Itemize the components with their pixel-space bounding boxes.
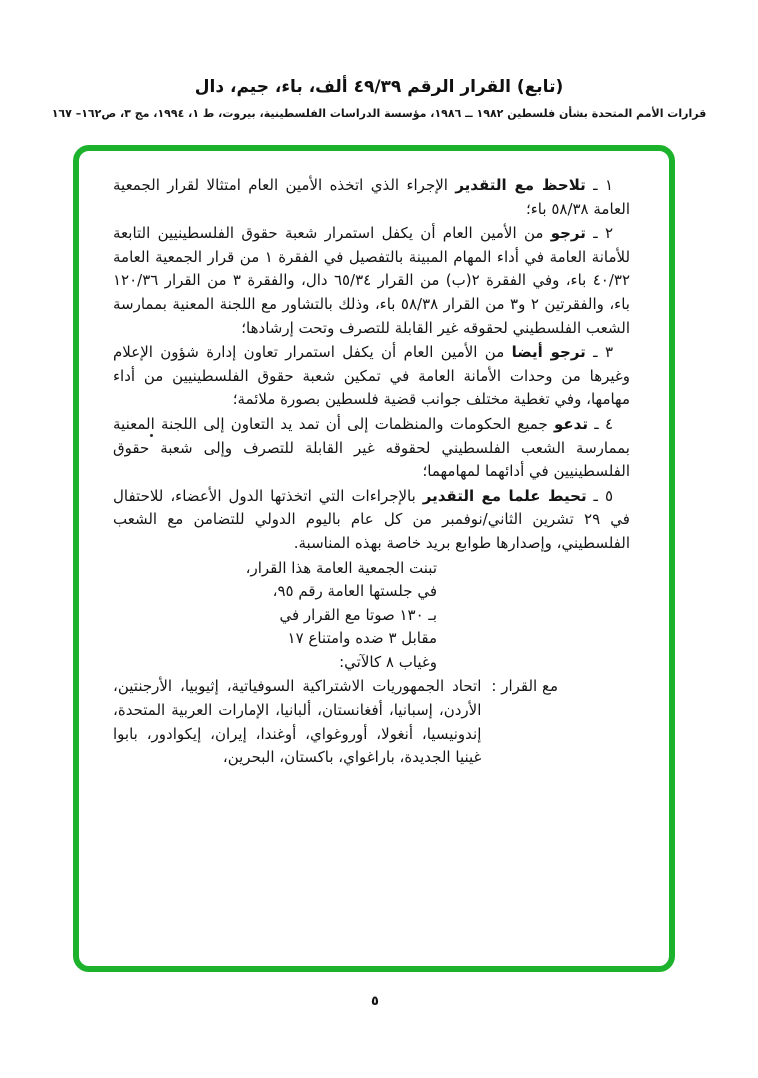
source-citation: قرارات الأمم المتحدة بشأن فلسطين ١٩٨٢ ــ ١٩٨٦، مؤسسة الدراسات الفلسطينية، بيروت، ط ١، ١٩٩٤، مج ٣، ص١٦٢– ١٦٧ bbox=[51, 107, 707, 120]
page-title: (تابع) القرار الرقم ٤٩/٣٩ ألف، باء، جيم، دال bbox=[194, 77, 564, 97]
paragraph-lead-verb: تدعو bbox=[554, 414, 588, 433]
paragraph-text: جميع الحكومات والمنظمات إلى أن تمد يد التعاون إلى اللجنة المعنية بممارسة الشعب الفلسطيني لحقوقه غير القابلة للتصرف وإلى شعبة حقوق الفلسطينيين في أدائهما لمهامهما؛ bbox=[113, 414, 630, 481]
paragraph-number: ٤ ـ bbox=[587, 414, 614, 433]
paragraph-text: من الأمين العام أن يكفل استمرار تعاون إدارة شؤون الإعلام وغيرها من وحدات الأمانة العامة في تمكين شعبة حقوق الفلسطينيين من أداء مهامها، وفي تغطية مختلف جوانب قضية فلسطين بصورة ملائمة؛ bbox=[113, 343, 630, 409]
adoption-line: مقابل ٣ ضده وامتناع ١٧ bbox=[287, 629, 437, 648]
paragraph-number: ٥ ـ bbox=[586, 486, 613, 505]
adoption-line: في جلستها العامة رقم ٩٥، bbox=[272, 582, 437, 601]
paragraph-lead-verb: تلاحظ مع التقدير bbox=[455, 176, 586, 194]
paragraph-text: بالإجراءات التي اتخذتها الدول الأعضاء، للاحتفال في ٢٩ تشرين الثاني/نوفمبر من كل عام باليوم الدولي للتضامن مع الشعب الفلسطيني، وإصدارها طوابع بريد خاصة بهذه المناسبة. bbox=[113, 486, 630, 552]
operative-paragraph-5 bbox=[113, 485, 630, 556]
paragraph-text: من الأمين العام أن يكفل استمرار شعبة حقوق الفلسطينيين التابعة للأمانة العامة في أداء المهام المبينة بالتفصيل في الفقرة ١ من قرار الجمعية العامة ٤٠/٣٢ باء، وفي الفقرة ‪٢(ب)‬ من القرار ٦٥/٣٤ دال، والفقرة ٣ من القرار ١٢٠/٣٦ باء، والفقرتين ٢ و٣ من القرار ٥٨/٣٨ باء، وذلك بالتشاور مع اللجنة المعنية بممارسة الشعب الفلسطيني لحقوقه غير القابلة للتصرف وتحت إرشادها؛ bbox=[113, 224, 631, 337]
green-highlight-frame bbox=[73, 145, 675, 972]
paragraph-number: ٢ ـ bbox=[585, 224, 613, 243]
resolution-body bbox=[79, 151, 669, 966]
operative-paragraph-1 bbox=[113, 174, 630, 221]
paragraph-text: الإجراء الذي اتخذه الأمين العام امتثالا لقرار الجمعية العامة ٥٨/٣٨ باء؛ bbox=[113, 176, 630, 218]
page-number: ٥ bbox=[371, 994, 379, 1009]
operative-paragraph-4 bbox=[113, 413, 630, 484]
operative-paragraph-2 bbox=[113, 222, 630, 340]
paragraph-lead-verb: تحيط علما مع التقدير bbox=[422, 486, 587, 505]
adoption-line: تبنت الجمعية العامة هذا القرار، bbox=[245, 558, 437, 577]
paragraph-number: ١ ـ bbox=[585, 176, 614, 194]
adoption-line: وغياب ٨ كالآتي: bbox=[339, 652, 437, 671]
ink-dot-artifact bbox=[150, 434, 153, 437]
paragraph-number: ٣ ـ bbox=[585, 343, 613, 362]
vote-record bbox=[113, 675, 558, 769]
adoption-note bbox=[199, 557, 437, 675]
vote-in-favour-countries: اتحاد الجمهوريات الاشتراكية السوفياتية، إثيوبيا، الأرجنتين، الأردن، إسبانيا، أفغانستان، ألبانيا، الإمارات العربية المتحدة، إندونيسيا، أنغولا، أوروغواي، أوغندا، إيران، إيكوادور، بابوا غينيا الجديدة، باراغواي، باكستان، البحرين، bbox=[113, 677, 482, 767]
vote-in-favour-label: مع القرار : bbox=[491, 677, 558, 696]
adoption-line: بـ ١٣٠ صوتا مع القرار في bbox=[279, 605, 437, 624]
paragraph-lead-verb: ترجو أيضا bbox=[511, 343, 586, 362]
paragraph-lead-verb: ترجو bbox=[550, 224, 586, 243]
operative-paragraph-3 bbox=[113, 341, 630, 412]
